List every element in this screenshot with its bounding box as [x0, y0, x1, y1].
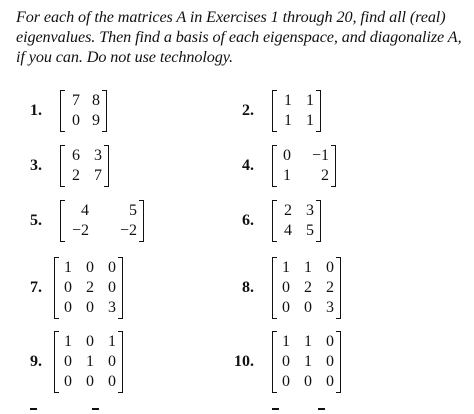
matrix-entry: 5 — [129, 202, 137, 219]
matrix-entry: 3 — [94, 147, 102, 164]
exercise-3 — [12, 145, 109, 187]
matrix-entries — [65, 200, 139, 242]
matrix-entry: 1 — [306, 112, 314, 129]
right-bracket — [316, 200, 321, 242]
matrix-entry: 3 — [326, 299, 334, 316]
matrix-entry: 0 — [304, 299, 312, 316]
exercise-number: 2. — [242, 102, 254, 119]
matrix-entry: 1 — [282, 333, 290, 350]
matrix-entry: 1 — [64, 259, 72, 276]
exercise-number: 10. — [234, 353, 254, 370]
exercise-10 — [224, 331, 341, 393]
exercise-instructions: For each of the matrices A in Exercises 1 through 20, find all (real) eigenvalues. Then find a basis of each eigenspace, and diagonalize A, if you can. Do not use technology. — [16, 8, 462, 66]
exercise-1 — [12, 90, 107, 132]
matrix-entries — [277, 331, 336, 393]
matrix-entry: 0 — [108, 373, 116, 390]
right-bracket — [316, 90, 321, 132]
right-bracket — [104, 145, 109, 187]
matrix-entry: −2 — [71, 222, 89, 239]
matrix-7 — [54, 257, 123, 319]
cropped-text-fragment — [272, 408, 279, 410]
exercise-number: 9. — [30, 353, 42, 370]
matrix-entry: 3 — [306, 202, 314, 219]
matrix-entry: 3 — [108, 299, 116, 316]
matrix-entry: 1 — [284, 112, 292, 129]
exercise-4 — [224, 145, 336, 187]
matrix-entry: 0 — [326, 373, 334, 390]
matrix-entry: 7 — [94, 167, 102, 184]
matrix-entry: 1 — [64, 333, 72, 350]
matrix-8 — [272, 257, 341, 319]
matrix-entries — [65, 145, 104, 187]
exercise-number: 3. — [30, 157, 42, 174]
matrix-1 — [60, 90, 107, 132]
matrix-entry: 0 — [282, 279, 290, 296]
matrix-entry: 5 — [306, 222, 314, 239]
matrix-entries — [59, 331, 118, 393]
matrix-entry: 0 — [282, 353, 290, 370]
exercise-number: 1. — [30, 102, 42, 119]
matrix-entry: 0 — [108, 279, 116, 296]
matrix-entry: 4 — [81, 202, 89, 219]
matrix-entry: 6 — [72, 147, 80, 164]
exercise-5 — [12, 200, 144, 242]
matrix-entry: 2 — [284, 202, 292, 219]
matrix-entry: 0 — [86, 333, 94, 350]
right-bracket — [118, 257, 123, 319]
exercise-number: 6. — [242, 212, 254, 229]
matrix-9 — [54, 331, 123, 393]
matrix-entry: 0 — [64, 373, 72, 390]
right-bracket — [118, 331, 123, 393]
matrix-entry: 1 — [108, 333, 116, 350]
matrix-entries — [277, 257, 336, 319]
matrix-10 — [272, 331, 341, 393]
matrix-entry: 0 — [64, 353, 72, 370]
matrix-entry: 8 — [92, 92, 100, 109]
matrix-entry: 1 — [304, 333, 312, 350]
matrix-entry: 0 — [86, 299, 94, 316]
matrix-entry: 1 — [304, 353, 312, 370]
matrix-3 — [60, 145, 109, 187]
exercise-number: 5. — [30, 212, 42, 229]
matrix-entry: 2 — [304, 279, 312, 296]
matrix-6 — [272, 200, 321, 242]
right-bracket — [139, 200, 144, 242]
matrix-entry: 1 — [282, 259, 290, 276]
exercise-2 — [224, 90, 321, 132]
exercise-6 — [224, 200, 321, 242]
matrix-entry: 0 — [326, 353, 334, 370]
matrix-entry: 2 — [326, 279, 334, 296]
matrix-entry: 2 — [72, 167, 80, 184]
matrix-entry: 1 — [86, 353, 94, 370]
matrix-4 — [272, 145, 336, 187]
matrix-entry: 0 — [86, 373, 94, 390]
matrix-entries — [59, 257, 118, 319]
right-bracket — [336, 331, 341, 393]
matrix-entry: 1 — [306, 92, 314, 109]
matrix-entries — [277, 200, 316, 242]
matrix-entries — [65, 90, 102, 132]
matrix-entries — [277, 145, 331, 187]
matrix-2 — [272, 90, 321, 132]
matrix-entry: 1 — [284, 92, 292, 109]
matrix-entry: 0 — [283, 147, 291, 164]
matrix-entry: 0 — [86, 259, 94, 276]
right-bracket — [102, 90, 107, 132]
matrix-entry: 0 — [282, 373, 290, 390]
matrix-5 — [60, 200, 144, 242]
matrix-entry: 0 — [108, 353, 116, 370]
matrix-entry: 7 — [72, 92, 80, 109]
cropped-text-fragment — [318, 408, 325, 410]
matrix-entry: 1 — [283, 167, 291, 184]
matrix-entry: 4 — [284, 222, 292, 239]
matrix-entry: 0 — [72, 112, 80, 129]
matrix-entry: 0 — [326, 333, 334, 350]
matrix-entry: 1 — [304, 259, 312, 276]
matrix-entry: 9 — [92, 112, 100, 129]
exercise-8 — [224, 257, 341, 319]
matrix-entry: 0 — [64, 279, 72, 296]
exercise-9 — [12, 331, 123, 393]
matrix-entry: 2 — [321, 167, 329, 184]
matrix-entry: −2 — [119, 222, 137, 239]
exercise-7 — [12, 257, 123, 319]
matrix-entry: 0 — [304, 373, 312, 390]
exercise-number: 7. — [30, 279, 42, 296]
right-bracket — [336, 257, 341, 319]
matrix-entry: 2 — [86, 279, 94, 296]
matrix-entry: 0 — [282, 299, 290, 316]
cropped-text-fragment — [30, 408, 37, 410]
matrix-entry: 0 — [64, 299, 72, 316]
matrix-entry: 0 — [108, 259, 116, 276]
cropped-text-fragment — [92, 408, 99, 410]
matrix-entry: −1 — [311, 147, 329, 164]
exercise-number: 4. — [242, 157, 254, 174]
exercise-number: 8. — [242, 279, 254, 296]
matrix-entries — [277, 90, 316, 132]
right-bracket — [331, 145, 336, 187]
matrix-entry: 0 — [326, 259, 334, 276]
